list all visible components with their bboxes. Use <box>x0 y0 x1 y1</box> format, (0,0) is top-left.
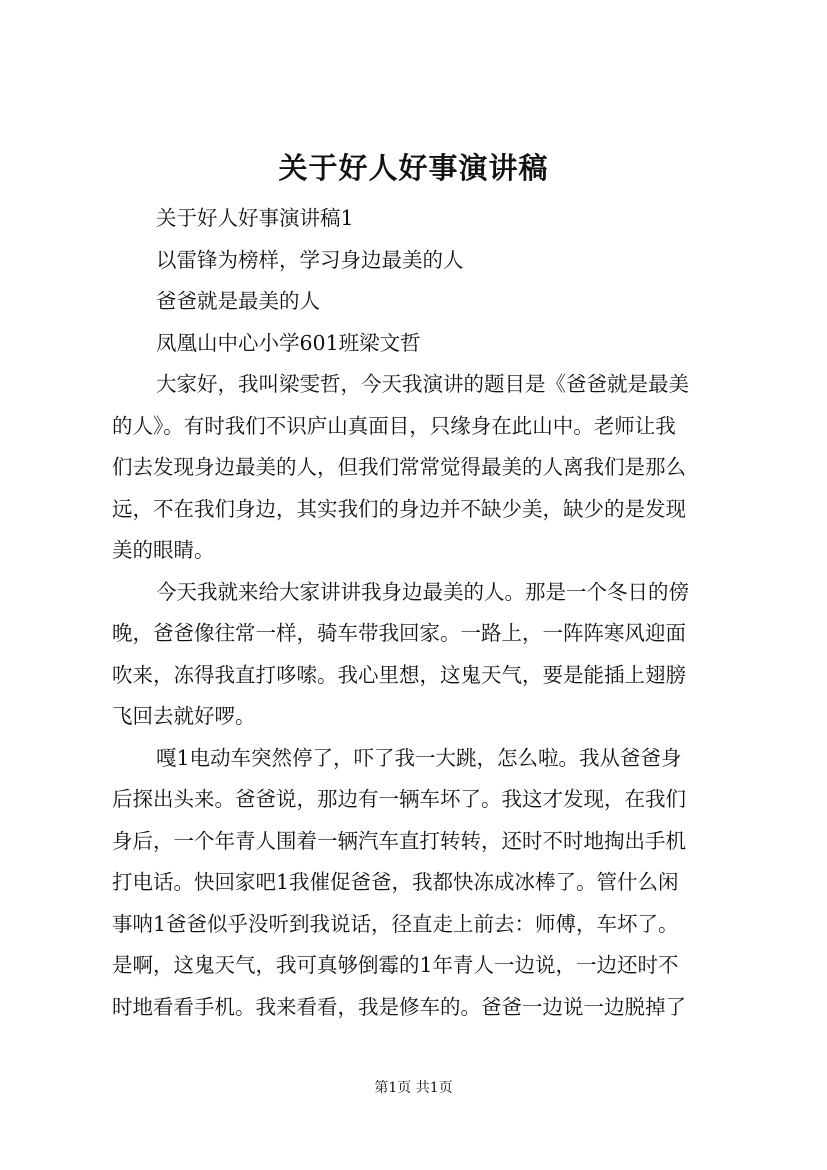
paragraph-line: 美的眼睛。 <box>112 538 215 562</box>
topic-line: 爸爸就是最美的人 <box>156 289 320 313</box>
paragraph-line: 远，不在我们身边，其实我们的身边并不缺少美，缺少的是发现 <box>112 496 686 521</box>
paragraph-line: 们去发现身边最美的人，但我们常常觉得最美的人离我们是那么 <box>112 455 686 479</box>
paragraph-line: 事呐1爸爸似乎没听到我说话，径直走上前去：师傅，车坏了。 <box>112 911 679 936</box>
paragraph-line: 是啊，这鬼天气，我可真够倒霉的1年青人一边说，一边还时不 <box>112 953 679 977</box>
document-title: 关于好人好事演讲稿 <box>278 151 549 185</box>
theme-line: 以雷锋为榜样，学习身边最美的人 <box>156 247 464 272</box>
paragraph-line: 嘎1电动车突然停了，吓了我一大跳，怎么啦。我从爸爸身 <box>156 745 682 770</box>
paragraph-line: 打电话。快回家吧1我催促爸爸，我都快冻成冰棒了。管什么闲 <box>112 870 679 894</box>
paragraph-line: 吹来，冻得我直打哆嗦。我心里想，这鬼天气，要是能插上翅膀 <box>112 662 686 687</box>
author-line: 凤凰山中心小学601班梁文哲 <box>156 330 421 355</box>
page-number-footer: 第1页 共1页 <box>374 1080 453 1096</box>
paragraph-line: 大家好，我叫梁雯哲，今天我演讲的题目是《爸爸就是最美 <box>156 372 689 396</box>
paragraph-line: 后探出头来。爸爸说，那边有一辆车坏了。我这才发现，在我们 <box>112 787 686 811</box>
paragraph-line: 今天我就来给大家讲讲我身边最美的人。那是一个冬日的傍 <box>156 579 689 604</box>
subtitle-line: 关于好人好事演讲稿1 <box>156 206 354 230</box>
paragraph-line: 晚，爸爸像往常一样，骑车带我回家。一路上，一阵阵寒风迎面 <box>112 621 686 645</box>
paragraph-line: 的人》。有时我们不识庐山真面目，只缘身在此山中。老师让我 <box>112 413 676 438</box>
paragraph-line: 时地看看手机。我来看看，我是修车的。爸爸一边说一边脱掉了 <box>112 994 686 1019</box>
paragraph-line: 飞回去就好啰。 <box>112 704 256 728</box>
document-body <box>112 198 740 1028</box>
paragraph-line: 身后，一个年青人围着一辆汽车直打转转，还时不时地掏出手机 <box>112 828 686 853</box>
